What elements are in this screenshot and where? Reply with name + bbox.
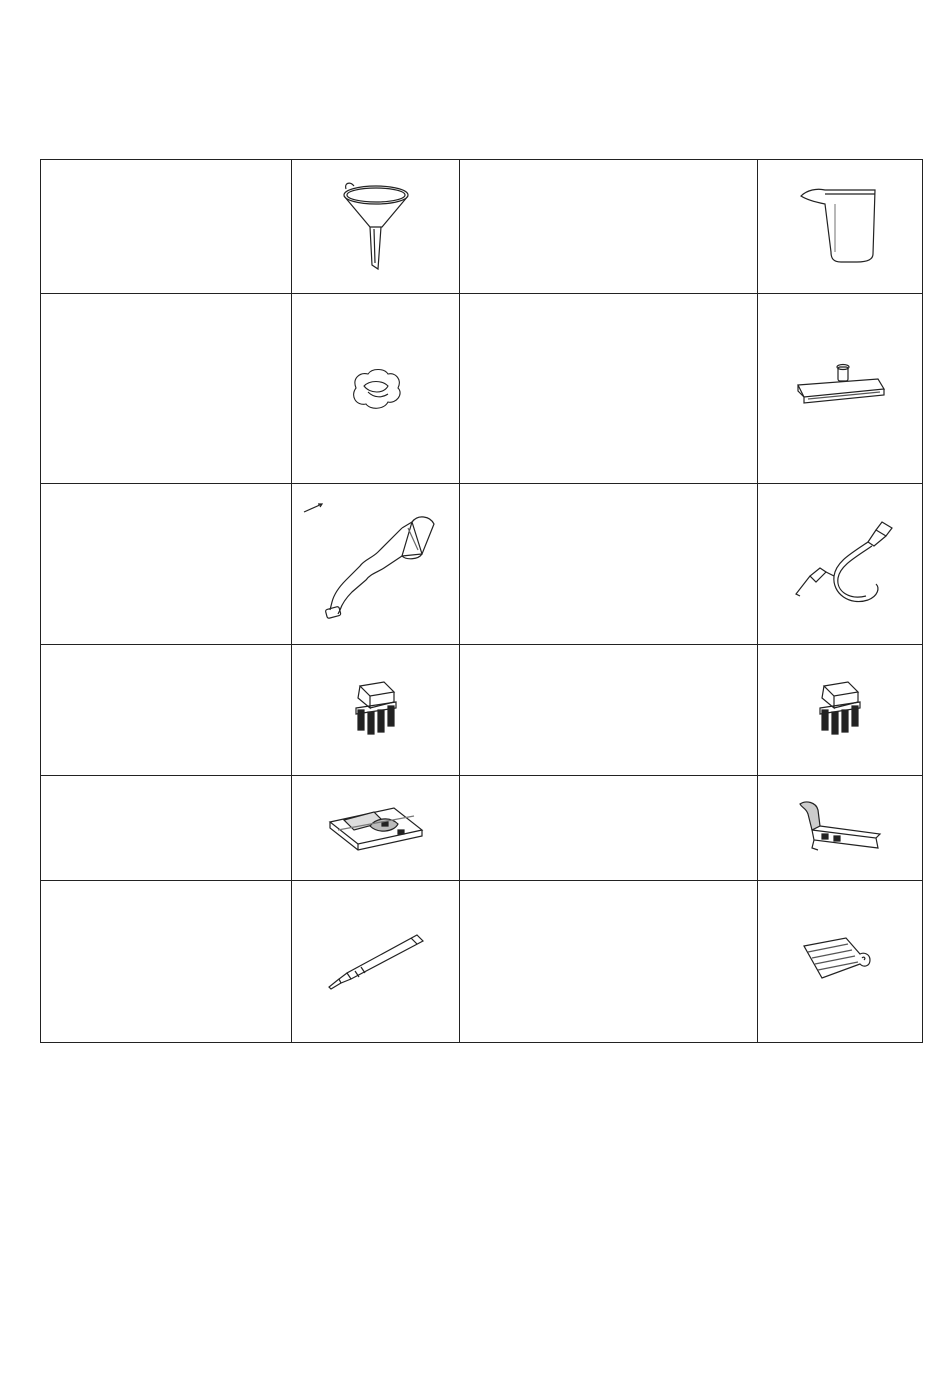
image-cell	[758, 881, 923, 1043]
description-cell	[41, 881, 292, 1043]
description-cell	[460, 645, 758, 776]
funnel-icon	[336, 177, 416, 277]
extension-tube-icon	[321, 927, 431, 997]
cloth-cover-icon	[346, 364, 406, 414]
table-row	[41, 160, 923, 294]
measuring-cup-icon	[795, 182, 885, 272]
floor-brush-head-icon	[790, 359, 890, 419]
description-cell	[41, 645, 292, 776]
floor-mop-head-icon	[324, 796, 428, 860]
description-cell	[41, 160, 292, 294]
image-cell	[292, 645, 460, 776]
description-cell	[41, 776, 292, 881]
description-cell	[460, 160, 758, 294]
table-row	[41, 294, 923, 484]
angled-nozzle-icon	[790, 796, 890, 860]
round-brush-icon	[810, 678, 870, 742]
microfiber-cloth-icon	[800, 932, 880, 992]
description-cell	[460, 881, 758, 1043]
image-cell	[292, 294, 460, 484]
description-cell	[460, 776, 758, 881]
image-cell	[292, 776, 460, 881]
steam-hose-icon	[780, 514, 900, 614]
image-cell	[758, 160, 923, 294]
image-cell	[292, 484, 460, 645]
image-cell	[292, 160, 460, 294]
round-brush-icon	[346, 678, 406, 742]
image-cell	[758, 776, 923, 881]
image-cell	[292, 881, 460, 1043]
description-cell	[460, 484, 758, 645]
description-cell	[41, 484, 292, 645]
image-cell	[758, 484, 923, 645]
hand-steam-nozzle-icon	[294, 494, 458, 634]
description-cell	[460, 294, 758, 484]
table-row	[41, 881, 923, 1043]
table-row	[41, 645, 923, 776]
description-cell	[41, 294, 292, 484]
image-cell	[758, 645, 923, 776]
image-cell	[758, 294, 923, 484]
table-row	[41, 484, 923, 645]
table-row	[41, 776, 923, 881]
accessories-table	[40, 159, 923, 1043]
